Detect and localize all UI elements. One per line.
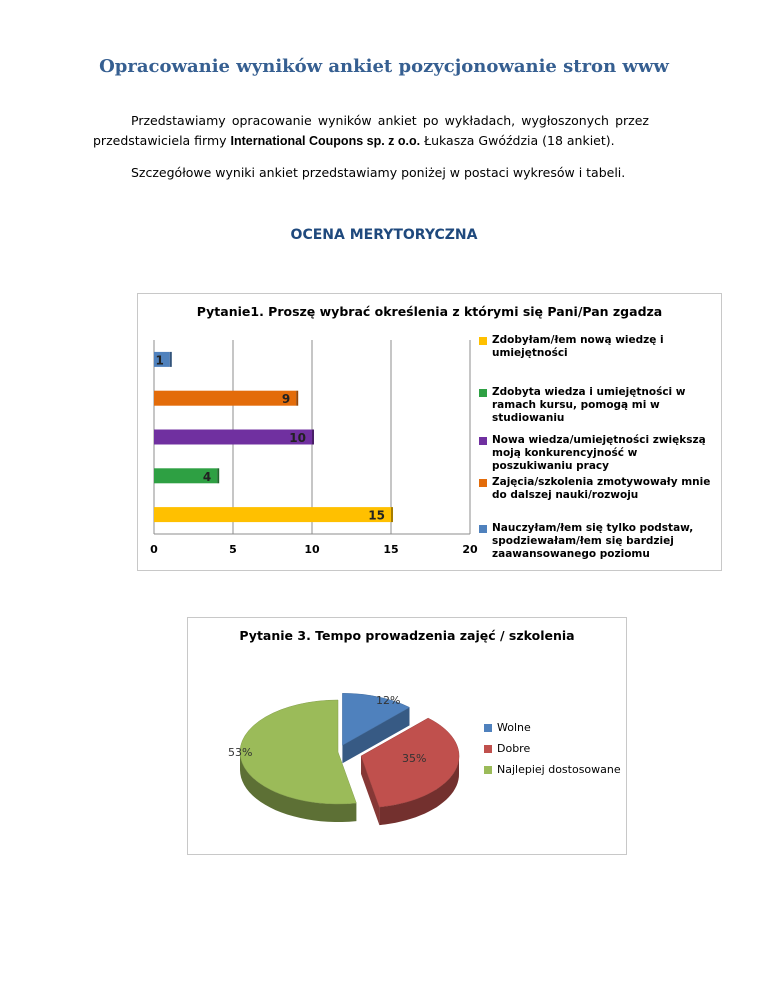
bar-depth-edge: [312, 430, 314, 445]
pie-chart-title: Pytanie 3. Tempo prowadzenia zajęć / szkolenia: [239, 628, 575, 643]
intro-paragraph: [93, 111, 649, 151]
bar-legend-label: Nowa wiedza/umiejętności zwiększą moją konkurencyjność w poszukiwaniu pracy: [492, 434, 706, 472]
pie-slice-label: 35%: [402, 752, 427, 765]
bar-value-label: 9: [281, 392, 291, 407]
bar-depth-edge: [170, 352, 172, 367]
pie-legend-label: Wolne: [497, 721, 531, 734]
intro-text-end: Łukasza Gwóździa (18 ankiet).: [420, 133, 615, 148]
bar-legend-label: Zdobyta wiedza i umiejętności w ramach kursu, pomogą mi w studiowaniu: [492, 386, 686, 424]
bar-value-label: 10: [289, 431, 306, 445]
bar: [154, 430, 312, 445]
pie-legend-swatch: [484, 724, 492, 732]
bar-depth-edge: [296, 391, 298, 406]
bar-x-tick-label: 15: [383, 543, 399, 556]
bar-x-tick-label: 10: [304, 543, 320, 556]
bar-chart-legend: [479, 334, 719, 569]
pie-chart-legend: [484, 721, 624, 791]
document-title: Opracowanie wyników ankiet pozycjonowanie stron www: [99, 56, 669, 77]
intro-text-start: Przedstawiamy opracowanie wyników ankiet po wykładach, wygłoszonych przez przedstawiciela firmy: [93, 113, 649, 148]
bar-legend-swatch: [479, 479, 487, 487]
bar-value-label: 15: [368, 508, 385, 523]
bar-value-label: 1: [155, 353, 164, 368]
company-name: International Coupons sp. z o.o.: [230, 134, 421, 148]
bar-x-tick-label: 0: [150, 543, 158, 556]
bar-legend-swatch: [479, 389, 487, 397]
pie-legend-label: Najlepiej dostosowane: [497, 763, 621, 776]
bar-value-label: 4: [202, 469, 212, 484]
details-paragraph: Szczegółowe wyniki ankiet przedstawiamy poniżej w postaci wykresów i tabeli.: [131, 165, 626, 180]
bar-chart-question1: [137, 293, 722, 571]
pie-legend-swatch: [484, 745, 492, 753]
bar-depth-edge: [217, 468, 219, 483]
bar-legend-swatch: [479, 337, 487, 345]
bar: [154, 391, 296, 406]
pie-legend-swatch: [484, 766, 492, 774]
bar-chart-plot: [138, 322, 478, 572]
bar-legend-swatch: [479, 437, 487, 445]
bar-legend-label: Nauczyłam/łem się tylko podstaw, spodziewałam/łem się bardziej zaawansowanego poziomu: [492, 522, 694, 560]
bar-x-tick-label: 20: [462, 543, 478, 556]
bar-x-tick-label: 5: [229, 543, 237, 556]
bar-chart-title: Pytanie1. Proszę wybrać określenia z którymi się Pani/Pan zgadza: [196, 304, 663, 319]
bar-legend-label: Zajęcia/szkolenia zmotywowały mnie do dalszej nauki/rozwoju: [492, 476, 711, 501]
bar-legend-swatch: [479, 525, 487, 533]
section-heading: OCENA MERYTORYCZNA: [290, 227, 478, 243]
bar-depth-edge: [391, 507, 393, 522]
pie-slice-label: 53%: [228, 746, 253, 759]
pie-legend-label: Dobre: [497, 742, 531, 755]
pie-chart-plot: [188, 652, 478, 852]
pie-chart-question3: [187, 617, 627, 855]
bar-legend-label: Zdobyłam/łem nową wiedzę i umiejętności: [492, 334, 664, 359]
pie-slice-label: 12%: [376, 694, 401, 707]
bar: [154, 507, 391, 522]
